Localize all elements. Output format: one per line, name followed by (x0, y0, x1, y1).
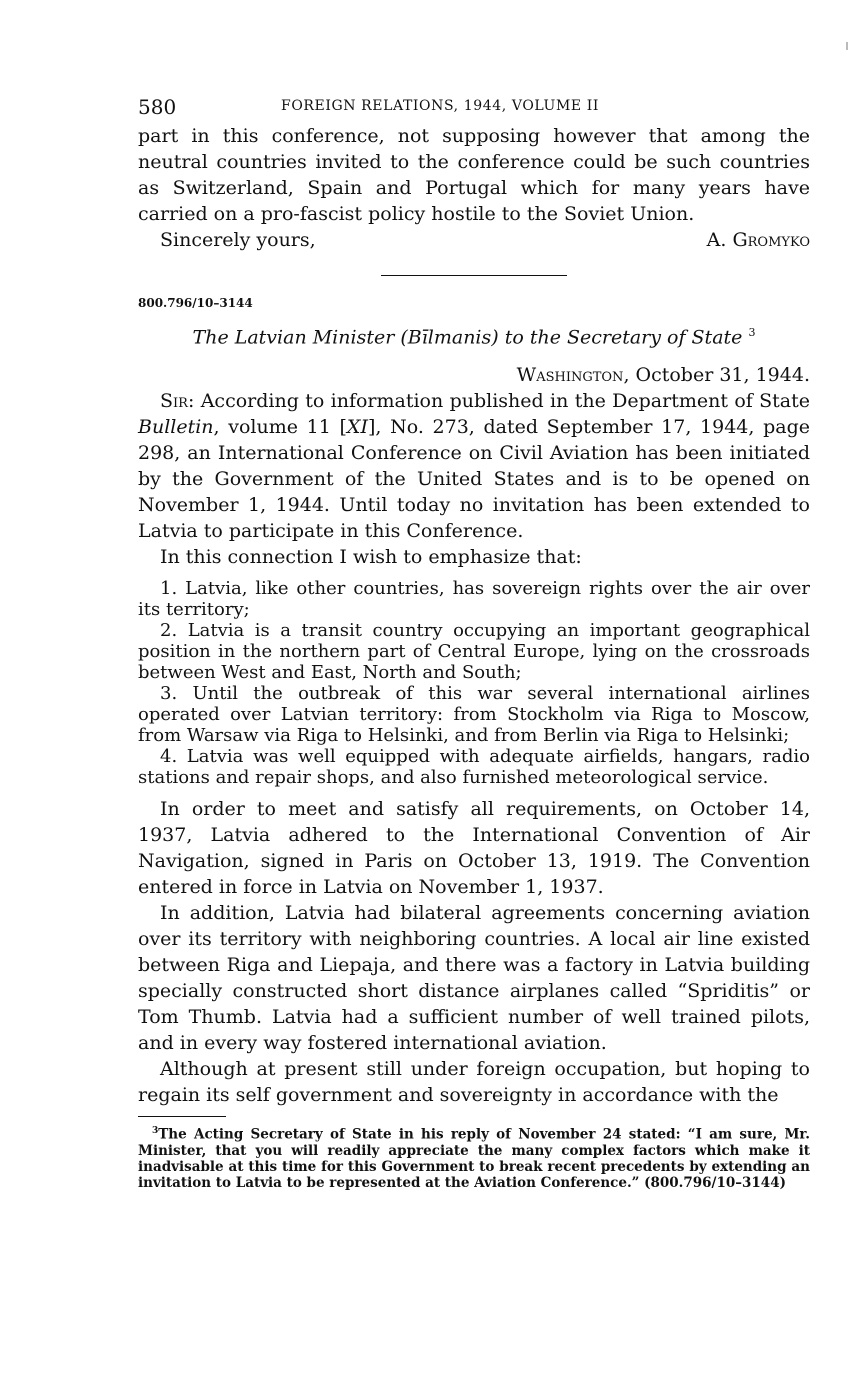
salutation-closing: Sincerely yours, (160, 229, 316, 251)
emphasis-intro-paragraph: In this connection I wish to emphasize that: (160, 546, 582, 569)
section-divider (381, 275, 567, 276)
footnote-divider (138, 1116, 226, 1117)
heading-prefix: The Latvian Minister ( (192, 326, 408, 349)
heading-person: Bīlmanis (407, 326, 492, 349)
page-edge-mark (846, 42, 848, 50)
dateline (138, 362, 810, 388)
intro-text-c: ], No. 273, dated September 17, 1944, page 298, an International Conference on Civil Aviation has been initiated by the Government of the United States and is to be opened on November 1, 1944. Until today no invitation has been extended to Latvia to participate in this Conference. (138, 416, 810, 543)
bulletin-title: Bulletin (138, 416, 214, 439)
list-item: 1. Latvia, like other countries, has sovereign rights over the air over its territory; (138, 578, 810, 621)
previous-letter-closing-paragraph: part in this conference, not supposing however that among the neutral countries invited to the conference could be such countries as Switzerland, Spain and Portugal which for many years have carried on a pro-fascist policy hostile to the Soviet Union. (138, 125, 810, 225)
page-number: 580 (138, 95, 177, 119)
signature (707, 227, 810, 253)
footnote-text: The Acting Secretary of State in his reply of November 24 stated: “I am sure, Mr. Minister, that you will readily appreciate the many complex factors which make it inadvisable at this time for this Government to break recent precedents by extending an invitation to Latvia to be represented at the Aviation Conference.” (800.796/10–3144) (138, 1126, 810, 1191)
intro-paragraph (138, 388, 810, 544)
list-item: 4. Latvia was well equipped with adequate airfields, hangars, radio stations and repair shops, and also furnished meteorological service. (138, 746, 810, 789)
volume-roman: XI (346, 416, 368, 439)
footnote-marker: 3 (152, 1126, 159, 1137)
heading-footnote-ref: 3 (748, 326, 756, 339)
list-item: 2. Latvia is a transit country occupying an important geographical position in the northern part of Central Europe, lying on the crossroads between West and East, North and South; (138, 620, 810, 684)
convention-paragraph: In order to meet and satisfy all requirements, on October 14, 1937, Latvia adhered to the International Convention of Air Navigation, signed in Paris on October 13, 1919. The Convention entered in force in Latvia on November 1, 1937. (138, 798, 810, 899)
dateline-place: Washington (516, 364, 624, 387)
intro-text-b: , volume 11 [ (213, 416, 347, 439)
running-head (138, 95, 810, 123)
points-list (138, 578, 810, 788)
occupation-paragraph: Although at present still under foreign occupation, but hoping to regain its self government and sovereignty in accordance with the (138, 1058, 810, 1107)
heading-suffix: ) to the Secretary of State (491, 326, 743, 349)
dateline-date: , October 31, 1944. (623, 364, 810, 387)
file-number: 800.796/10–3144 (138, 296, 253, 310)
running-title: FOREIGN RELATIONS, 1944, VOLUME II (281, 98, 600, 114)
intro-text-a: : According to information published in the Department of State (187, 390, 810, 413)
signature-initial: A. (706, 229, 727, 251)
document-page (138, 95, 810, 1191)
signature-name: Gromyko (732, 229, 810, 251)
footnote (138, 1123, 810, 1191)
bilateral-paragraph: In addition, Latvia had bilateral agreements concerning aviation over its territory with neighboring countries. A local air line existed between Riga and Liepaja, and there was a factory in Latvia building specially constructed short distance airplanes called “Spriditis” or Tom Thumb. Latvia had a sufficient number of well trained pilots, and in every way fostered international aviation. (138, 902, 810, 1055)
list-item: 3. Until the outbreak of this war several international airlines operated over Latvian territory: from Stockholm via Riga to Moscow, from Warsaw via Riga to Helsinki, and from Berlin via Riga to Helsinki; (138, 683, 810, 747)
document-heading (138, 320, 810, 350)
salutation-sir: Sir (160, 390, 188, 413)
previous-letter-signoff (138, 227, 810, 253)
